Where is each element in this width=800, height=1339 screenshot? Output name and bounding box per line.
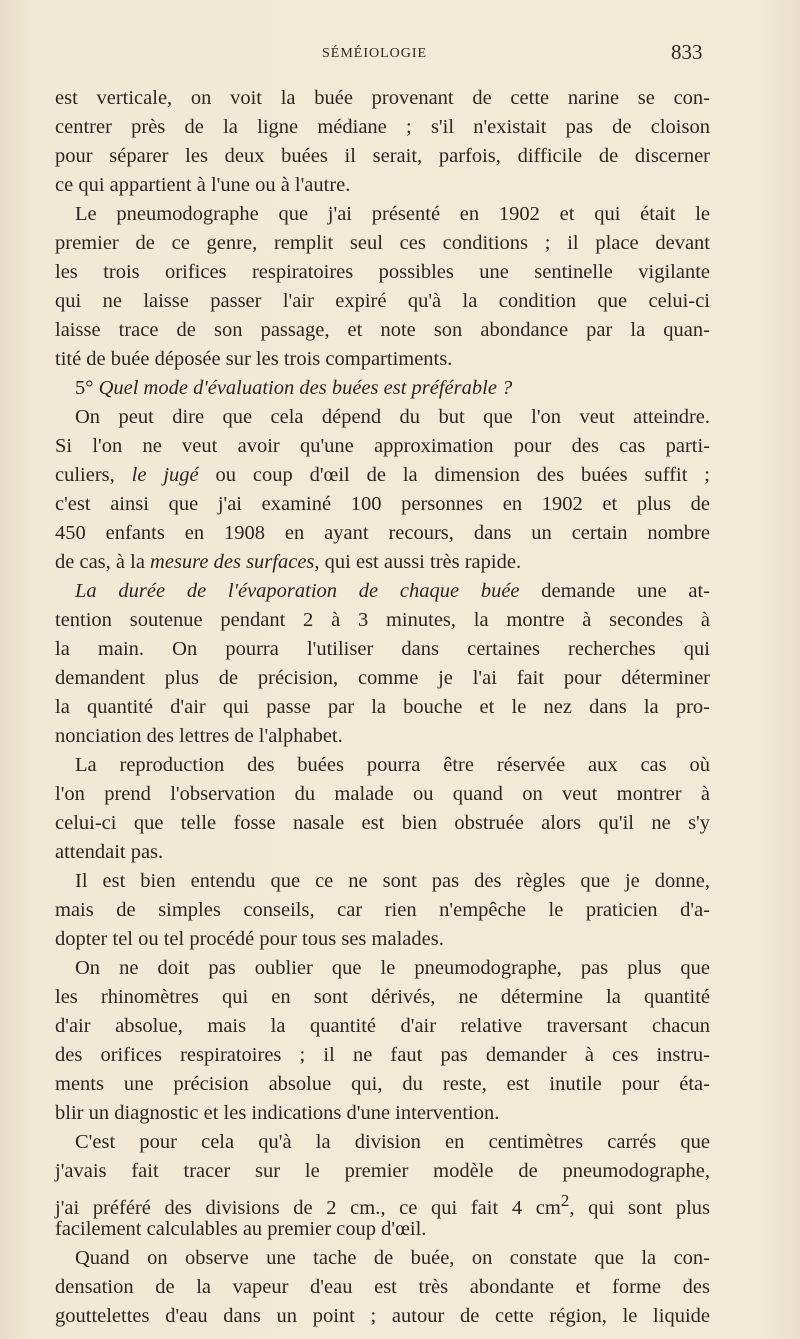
text-line: les trois orifices respiratoires possibles une sentinelle vigilante [55, 261, 710, 283]
text-line: la main. On pourra l'utiliser dans certaines recherches qui [55, 638, 710, 660]
text-line: blir un diagnostic et les indications d'une intervention. [55, 1102, 500, 1124]
body-text [55, 84, 710, 1331]
text-line: mais de simples conseils, car rien n'empêche le praticien d'a- [55, 899, 710, 921]
text-line: C'est pour cela qu'à la division en centimètres carrés que [75, 1131, 710, 1153]
text-span: j'ai préféré des divisions de 2 cm., ce qui fait 4 cm [55, 1196, 561, 1219]
text-line: gouttelettes d'eau dans un point ; autour de cette région, le liquide [55, 1305, 710, 1327]
text-line: Il est bien entendu que ce ne sont pas des règles que je donne, [75, 870, 710, 892]
text-line: Quand on observe une tache de buée, on constate que la con- [75, 1247, 710, 1269]
text-line: La reproduction des buées pourra être réservée aux cas où [75, 754, 710, 776]
text-span: de cas, à la [55, 551, 151, 573]
section-heading [55, 374, 710, 403]
text-span: , qui sont plus [569, 1196, 711, 1219]
text-line: c'est ainsi que j'ai examiné 100 personnes en 1902 et plus de [55, 493, 710, 515]
text-line: les rhinomètres qui en sont dérivés, ne détermine la quantité [55, 986, 710, 1008]
text-line: la quantité d'air qui passe par la bouche et le nez dans la pro- [55, 696, 710, 718]
text-line: d'air absolue, mais la quantité d'air relative traversant chacun [55, 1015, 710, 1037]
text-line: tité de buée déposée sur les trois compartiments. [55, 348, 453, 370]
text-line: 450 enfants en 1908 en ayant recours, dans un certain nombre [55, 522, 710, 544]
text-line: attendait pas. [55, 841, 164, 863]
text-line: qui ne laisse passer l'air expiré qu'à la condition que celui-ci [55, 290, 710, 312]
page-number: 833 [671, 40, 703, 64]
text-line: ments une précision absolue qui, du reste, est inutile pour éta- [55, 1073, 710, 1095]
text-line: densation de la vapeur d'eau est très abondante et forme des [55, 1276, 710, 1298]
text-line: nonciation des lettres de l'alphabet. [55, 725, 343, 747]
text-line: premier de ce genre, remplit seul ces conditions ; il place devant [55, 232, 710, 254]
text-line [55, 548, 710, 577]
text-line: centrer près de la ligne médiane ; s'il n'existait pas de cloison [55, 116, 710, 138]
text-line: On peut dire que cela dépend du but que l'on veut atteindre. [75, 406, 710, 428]
text-line: celui-ci que telle fosse nasale est bien obstruée alors qu'il ne s'y [55, 812, 710, 834]
text-line: dopter tel ou tel procédé pour tous ses malades. [55, 928, 444, 950]
text-span: ou coup d'œil de la dimension des buées suffit ; [198, 464, 710, 486]
text-line: ce qui appartient à l'une ou à l'autre. [55, 174, 351, 196]
text-line: laisse trace de son passage, et note son abondance par la quan- [55, 319, 710, 341]
section-title: Quel mode d'évaluation des buées est préférable ? [98, 377, 513, 399]
text-line [55, 1186, 711, 1219]
text-line [55, 577, 710, 606]
text-line: demandent plus de précision, comme je l'ai fait pour déterminer [55, 667, 710, 689]
text-line [55, 461, 710, 490]
text-line: tention soutenue pendant 2 à 3 minutes, la montre à secondes à [55, 609, 710, 631]
text-line: facilement calculables au premier coup d'œil. [55, 1218, 427, 1240]
italic-term: mesure des surfaces [150, 551, 315, 573]
text-line: On ne doit pas oublier que le pneumodographe, pas plus que [75, 957, 710, 979]
text-line: Si l'on ne veut avoir qu'une approximation pour des cas parti- [55, 435, 710, 457]
italic-term: La durée de l'évaporation de chaque buée [75, 580, 520, 602]
section-number: 5° [75, 377, 99, 399]
text-span: demande une at- [519, 580, 710, 602]
text-line: des orifices respiratoires ; il ne faut pas demander à ces instru- [55, 1044, 710, 1066]
text-line: pour séparer les deux buées il serait, parfois, difficile de discerner [55, 145, 710, 167]
text-line: l'on prend l'observation du malade ou quand on veut montrer à [55, 783, 710, 805]
italic-term: le jugé [131, 464, 199, 486]
text-span: culiers, [55, 464, 132, 486]
text-line: est verticale, on voit la buée provenant de cette narine se con- [55, 87, 710, 109]
superscript: 2 [560, 1191, 570, 1210]
text-line: j'avais fait tracer sur le premier modèle de pneumodographe, [55, 1160, 710, 1182]
text-span: , qui est aussi très rapide. [314, 551, 522, 573]
text-line: Le pneumodographe que j'ai présenté en 1902 et qui était le [75, 203, 710, 225]
running-head: SÉMÉIOLOGIE [322, 46, 428, 61]
